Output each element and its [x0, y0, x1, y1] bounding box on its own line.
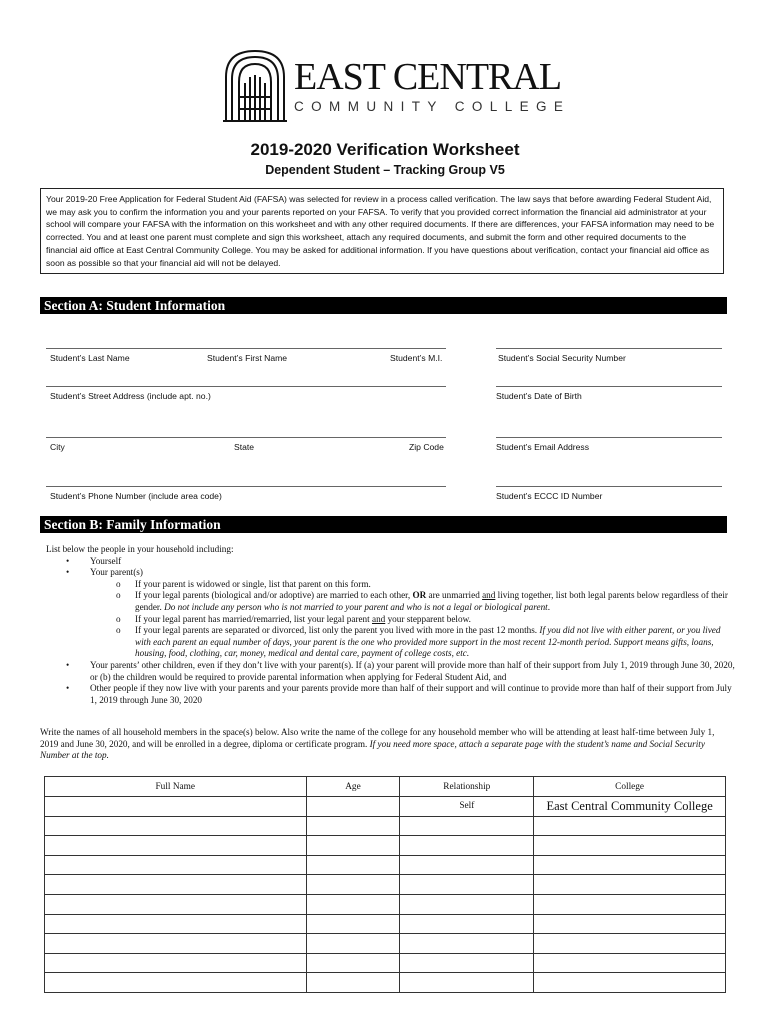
table-row: [45, 973, 726, 993]
table-row: [45, 953, 726, 973]
relationship-cell[interactable]: [400, 875, 534, 895]
college-cell[interactable]: [534, 914, 726, 934]
age-cell[interactable]: [306, 934, 400, 954]
age-cell[interactable]: [306, 855, 400, 875]
list-item: [46, 579, 736, 591]
list-item: [46, 660, 736, 683]
logo-college-subtitle: COMMUNITY COLLEGE: [294, 99, 571, 114]
first-name-label: Student’s First Name: [207, 353, 288, 363]
relationship-cell[interactable]: [400, 816, 534, 836]
household-instructions: [40, 727, 730, 762]
sub-bullet-married-c: living together, list both legal parents below regardless of their gender.: [135, 590, 728, 612]
college-cell[interactable]: [534, 816, 726, 836]
college-cell: East Central Community College: [534, 797, 726, 817]
list-item: [46, 590, 736, 613]
ssn-label: Student’s Social Security Number: [498, 353, 626, 363]
relationship-cell[interactable]: [400, 953, 534, 973]
name-cell[interactable]: [45, 797, 307, 817]
college-cell[interactable]: [534, 855, 726, 875]
name-cell[interactable]: [45, 973, 307, 993]
bullet-yourself: Yourself: [90, 555, 122, 566]
name-line[interactable]: [46, 348, 446, 349]
dob-line[interactable]: [496, 386, 722, 387]
bullet-icon: •: [66, 567, 70, 578]
or-emphasis: OR: [412, 590, 427, 601]
household-table: [44, 776, 726, 993]
bullet-other-people: Other people if they now live with your parents and your parents provide more than half of their support and will continue to provide more than half of their support from July 1, 2019 through June 30, 2020: [90, 683, 732, 705]
dob-label: Student’s Date of Birth: [496, 391, 582, 401]
header-age: Age: [306, 777, 400, 797]
sub-bullet-remarried: If your legal parent has married/remarried, list your legal parent: [135, 613, 372, 624]
relationship-cell: Self: [400, 797, 534, 817]
college-cell[interactable]: [534, 953, 726, 973]
table-row: [45, 934, 726, 954]
age-cell[interactable]: [306, 875, 400, 895]
eccc-id-label: Student’s ECCC ID Number: [496, 491, 603, 501]
name-cell[interactable]: [45, 953, 307, 973]
arch-gate-icon: [222, 47, 288, 123]
last-name-label: Student’s Last Name: [50, 353, 130, 363]
list-item: [46, 556, 736, 568]
list-item: [46, 683, 736, 706]
name-cell[interactable]: [45, 914, 307, 934]
name-cell[interactable]: [45, 855, 307, 875]
relationship-cell[interactable]: [400, 894, 534, 914]
relationship-cell[interactable]: [400, 855, 534, 875]
college-logo: [222, 47, 571, 123]
table-row: [45, 894, 726, 914]
bullet-icon: •: [66, 659, 70, 670]
name-cell[interactable]: [45, 836, 307, 856]
age-cell[interactable]: [306, 836, 400, 856]
zip-label: Zip Code: [409, 442, 444, 452]
sub-bullet-married-end: .: [547, 601, 551, 612]
name-cell[interactable]: [45, 875, 307, 895]
name-cell[interactable]: [45, 934, 307, 954]
page-title: 2019-2020 Verification Worksheet: [250, 140, 520, 159]
table-row: [45, 914, 726, 934]
address-line[interactable]: [46, 386, 446, 387]
college-cell[interactable]: [534, 934, 726, 954]
college-cell[interactable]: [534, 973, 726, 993]
college-cell[interactable]: [534, 875, 726, 895]
sub-bullet-divorced-note: If you did not live with either parent, or you lived with each parent an equal number of days, your parent is the one who provided more support in the most recent 12-month period. Support means gifts, loans, housing, food, clothing, car, money, medical and dental care, payment of college costs, etc.: [135, 625, 721, 659]
eccc-id-line[interactable]: [496, 486, 722, 487]
age-cell[interactable]: [306, 914, 400, 934]
age-cell[interactable]: [306, 797, 400, 817]
header-college: College: [534, 777, 726, 797]
section-a-title: Section A: Student Information: [44, 298, 226, 313]
relationship-cell[interactable]: [400, 836, 534, 856]
sub-bullet-divorced: If your legal parents are separated or divorced, list only the parent you lived with more in the past 12 months.: [135, 625, 540, 636]
city-label: City: [50, 442, 65, 452]
table-row: [45, 816, 726, 836]
relationship-cell[interactable]: [400, 934, 534, 954]
state-label: State: [234, 442, 255, 452]
bullet-other-children: Your parents’ other children, even if they don’t live with your parent(s). If (a) your parent will provide more than half of their support from July 1, 2019 through June 30, 2020, or (b) the children would be required to provide parental information when applying for Federal Student Aid, and: [90, 659, 735, 682]
bullet-parents: Your parent(s): [90, 567, 143, 578]
sub-bullet-remarried-b: your stepparent below.: [385, 613, 471, 624]
bullet-icon: •: [66, 683, 70, 694]
sub-bullet-married-note: Do not include any person who is not married to your parent and who is not a legal or biological parent: [164, 601, 548, 612]
sub-bullet-married: If your legal parents (biological and/or adoptive) are married to each other,: [135, 590, 413, 601]
table-row: [45, 875, 726, 895]
sub-bullet-widowed: If your parent is widowed or single, list that parent on this form.: [135, 578, 371, 589]
table-row: [45, 797, 726, 817]
list-item: [46, 614, 736, 626]
and-emphasis: and: [482, 590, 496, 601]
phone-label: Student’s Phone Number (include area code): [50, 491, 222, 501]
college-cell[interactable]: [534, 894, 726, 914]
phone-line[interactable]: [46, 486, 446, 487]
city-state-zip-line[interactable]: [46, 437, 446, 438]
email-label: Student’s Email Address: [496, 442, 589, 452]
ssn-line[interactable]: [496, 348, 722, 349]
section-b-title: Section B: Family Information: [44, 517, 221, 532]
circle-bullet-icon: o: [116, 613, 121, 624]
table-header-row: [45, 777, 726, 797]
name-cell[interactable]: [45, 894, 307, 914]
table-row: [45, 836, 726, 856]
college-cell[interactable]: [534, 836, 726, 856]
email-line[interactable]: [496, 437, 722, 438]
list-intro: List below the people in your household including:: [46, 544, 234, 554]
page-subtitle: Dependent Student – Tracking Group V5: [265, 163, 505, 177]
age-cell[interactable]: [306, 953, 400, 973]
name-cell[interactable]: [45, 816, 307, 836]
header-relationship: Relationship: [400, 777, 534, 797]
household-list: [46, 544, 736, 706]
intro-box: Your 2019-20 Free Application for Federal Student Aid (FAFSA) was selected for review in a process called verification. The law says that before awarding Federal Student Aid, we may ask you to confirm the information you and your parents reported on your FAFSA. To verify that you provided correct information the financial aid administrator at your school will compare your FAFSA with the information on this worksheet and with any other required documents. If there are differences, your FAFSA information may need to be corrected. You and at least one parent must complete and sign this worksheet, attach any required documents, and submit the form and other required documents to the financial aid office at East Central Community College. You may be asked for additional information. If you have questions about verification, contact your financial aid office as soon as possible so that your financial aid will not be delayed.: [40, 188, 724, 274]
table-row: [45, 855, 726, 875]
instructions-note: If you need more space, attach a separate page with the student’s name and Social Security Number at the top.: [40, 738, 705, 761]
address-label: Student’s Street Address (include apt. no.): [50, 391, 211, 401]
instructions-text: Write the names of all household members in the space(s) below. Also write the name of the college for any household member who will be attending at least half-time between July 1, 2019 and June 30, 2020, and will be enrolled in a degree, diploma or certificate program.: [40, 727, 715, 749]
relationship-cell[interactable]: [400, 914, 534, 934]
circle-bullet-icon: o: [116, 578, 121, 589]
relationship-cell[interactable]: [400, 973, 534, 993]
logo-college-name: EAST CENTRAL: [294, 56, 562, 98]
age-cell[interactable]: [306, 973, 400, 993]
list-item: [46, 567, 736, 579]
header-full-name: Full Name: [45, 777, 307, 797]
age-cell[interactable]: [306, 816, 400, 836]
circle-bullet-icon: o: [116, 625, 121, 636]
mi-label: Student’s M.I.: [390, 353, 443, 363]
circle-bullet-icon: o: [116, 590, 121, 601]
sub-bullet-married-b: are unmarried: [426, 590, 483, 601]
age-cell[interactable]: [306, 894, 400, 914]
list-item: [46, 625, 736, 660]
and-emphasis: and: [372, 613, 386, 624]
bullet-icon: •: [66, 555, 70, 566]
